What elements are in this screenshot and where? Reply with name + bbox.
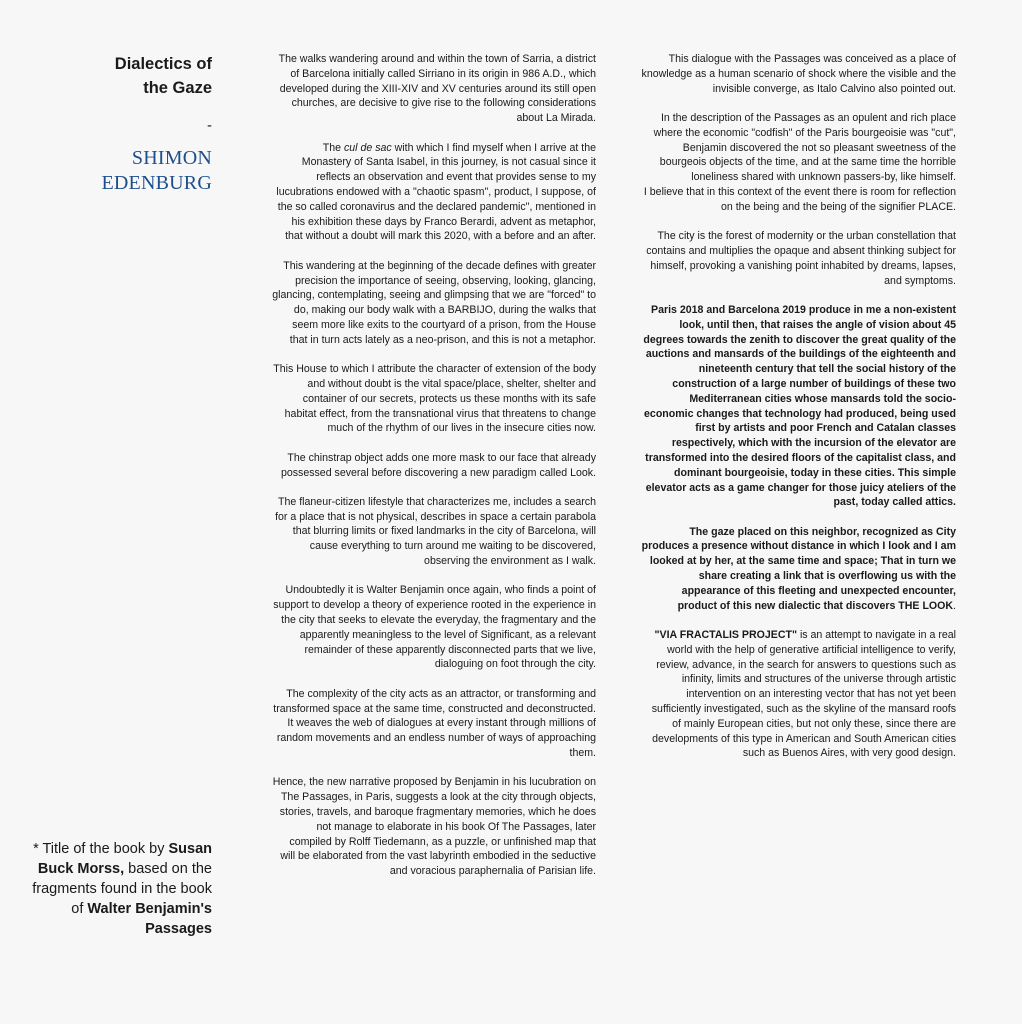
- page-title: [18, 52, 212, 100]
- title-line-1: Dialectics of: [114, 55, 212, 73]
- paragraph-text: In the description of the Passages as an opulent and rich place where the economic "codfish" of the Paris bourgeoisie was "cut", Benjamin discovered the not so pleasant sweetness of the bourgeois objects of the time, and at the same time the horrible loneliness shared with unknown passers-by, like himself.: [653, 111, 956, 184]
- paragraph: Hence, the new narrative proposed by Benjamin in his lucubration on The Passages, in Paris, suggests a look at the city through objects, stories, travels, and baroque fragmentary memories, which he does not manage to elaborate in his book Of The Passages, later compiled by Rolff Tiedemann, as a puzzle, or unfinished map that will be elaborated from the vast labyrinth embodied in the seductive and voracious paraphernalia of Parisian life.: [272, 776, 596, 878]
- footnote-middle: based on the fragments found in the book of: [32, 861, 212, 917]
- paragraph-text: is an attempt to navigate in a real world with the help of generative artificial intelligence to verify, review, advance, in the search for answers to questions such as infinity, limits and structures of the universe through artistic intervention on an interesting vector that has not yet been sufficiently investigated, such as the skyline of the mansard roofs of mainly European cities, but not only these, since there are developments of this type in American and South American cities such as Buenos Aires, with very good design.: [651, 629, 956, 760]
- bold-paragraph: Paris 2018 and Barcelona 2019 produce in me a non-existent look, until then, that raises the angle of vision about 45 degrees towards the zenith to discover the great quality of the auctions and mansards of the buildings of the eighteenth and nineteenth century that tell the social history of the construction of a large number of buildings of these two Mediterranean cities whose mansards told the socio-economic changes that technology had produced, being used first by artists and poor French and Catalan classes respectively, which with the incursion of the elevator are transformed into the desired floors of the capitalist class, and dominant bourgeoisie, today in these cities. This simple elevator acts as a game changer for those juicy ateliers of the past, today called attics.: [643, 303, 956, 509]
- bold-text: The gaze placed on this neighbor, recognized as City produces a presence without distance in which I look and I am looked at by her, at the same time and space; That in turn we share creating a link that is overflowing us with the appearance of this fleeting and unexpected encounter, product of this new dialectic that discovers THE LOOK: [641, 525, 956, 612]
- footnote-author-1: Susan Buck Morss,: [37, 841, 212, 877]
- paragraph-text: I believe that in this context of the event there is room for reflection on the being and the being of the signifier PLACE.: [643, 185, 956, 213]
- paragraph: [272, 141, 596, 245]
- paragraph-text: The: [322, 141, 344, 154]
- paragraph: [640, 525, 956, 614]
- project-name: "VIA FRACTALIS PROJECT": [654, 629, 797, 642]
- footnote: [18, 839, 212, 939]
- paragraph-text: with which I find myself when I arrive at the Monastery of Santa Isabel, in this journey, is not casual since it reflects an observation and event that provides sense to my lucubrations endowed with a "chaotic spasm", product, I suppose, of the so called coronavirus and the declared pandemic", mentioned in his exhibition these days by Franco Berardi, advent as metaphor, that without a doubt will mark this 2020, with a before and an after.: [276, 141, 596, 243]
- paragraph: The chinstrap object adds one more mask to our face that already possessed several before discovering a new paradigm called Look.: [280, 451, 596, 479]
- paragraph: This wandering at the beginning of the decade defines with greater precision the importance of seeing, observing, looking, glancing, glancing, contemplating, seeing and glimpsing that we are "forced" to do, making our body walk with a BARBIJO, during the walks that seem more like exits to the courtyard of a prison, from the House that in turn acts lately as a neo-prison, and this is not a metaphor.: [272, 259, 596, 346]
- paragraph: The walks wandering around and within the town of Sarria, a district of Barcelona initially called Sirriano in its origin in 986 A.D., which developed during the XIII-XIV and XV centuries around its still open churches, are decisive to give rise to the following considerations about La Mirada.: [278, 53, 596, 125]
- footnote-author-2: Walter Benjamin's Passages: [87, 901, 212, 937]
- title-line-2: the Gaze: [143, 79, 212, 97]
- paragraph-text: .: [953, 599, 956, 612]
- text-column-1: [272, 52, 596, 894]
- paragraph: [640, 628, 956, 761]
- paragraph: The flaneur-citizen lifestyle that characterizes me, includes a search for a place that is not physical, describes in space a certain parabola that blurring limits or fixed landmarks in the city of Barcelona, will cause everything to turn around me waiting to be discovered, observing the environment as I walk.: [275, 495, 596, 568]
- title-separator: -: [207, 117, 212, 134]
- italic-term: cul de sac: [343, 141, 392, 154]
- paragraph: The city is the forest of modernity or the urban constellation that contains and multiplies the opaque and absent thinking subject for himself, provoking a vanishing point inhabited by dreams, lapses, and symptoms.: [646, 230, 956, 287]
- sidebar: [18, 52, 212, 196]
- paragraph: The complexity of the city acts as an attractor, or transforming and transformed space at the same time, constructed and deconstructed. It weaves the web of dialogues at every instant through millions of random movements and an endless number of ways of approaching them.: [273, 687, 596, 760]
- paragraph: This House to which I attribute the character of extension of the body and without doubt is the vital space/place, shelter, shelter and container of our secrets, protects us these months with its safe habitat effect, from the transnational virus that threatens to change much of the rhythm of our lives in the insecure cities now.: [273, 363, 596, 435]
- text-column-2: [640, 52, 956, 776]
- paragraph: This dialogue with the Passages was conceived as a place of knowledge as a human scenario of shock where the visible and the invisible converge, as Italo Calvino also pointed out.: [641, 53, 956, 95]
- author-line-2: EDENBURG: [101, 172, 212, 194]
- paragraph: [640, 111, 956, 215]
- paragraph: Undoubtedly it is Walter Benjamin once again, who finds a point of support to develop a theory of experience rooted in the experience in the city that seeks to elevate the everyday, the fragmentary and the apparently meaningless to the level of Significant, as a relevant remainder of these apparently disconnected parts that we live, dialoguing on foot through the city.: [273, 584, 596, 671]
- author-name: [18, 146, 212, 196]
- footnote-prefix: * Title of the book by: [33, 841, 169, 857]
- author-line-1: SHIMON: [131, 147, 212, 169]
